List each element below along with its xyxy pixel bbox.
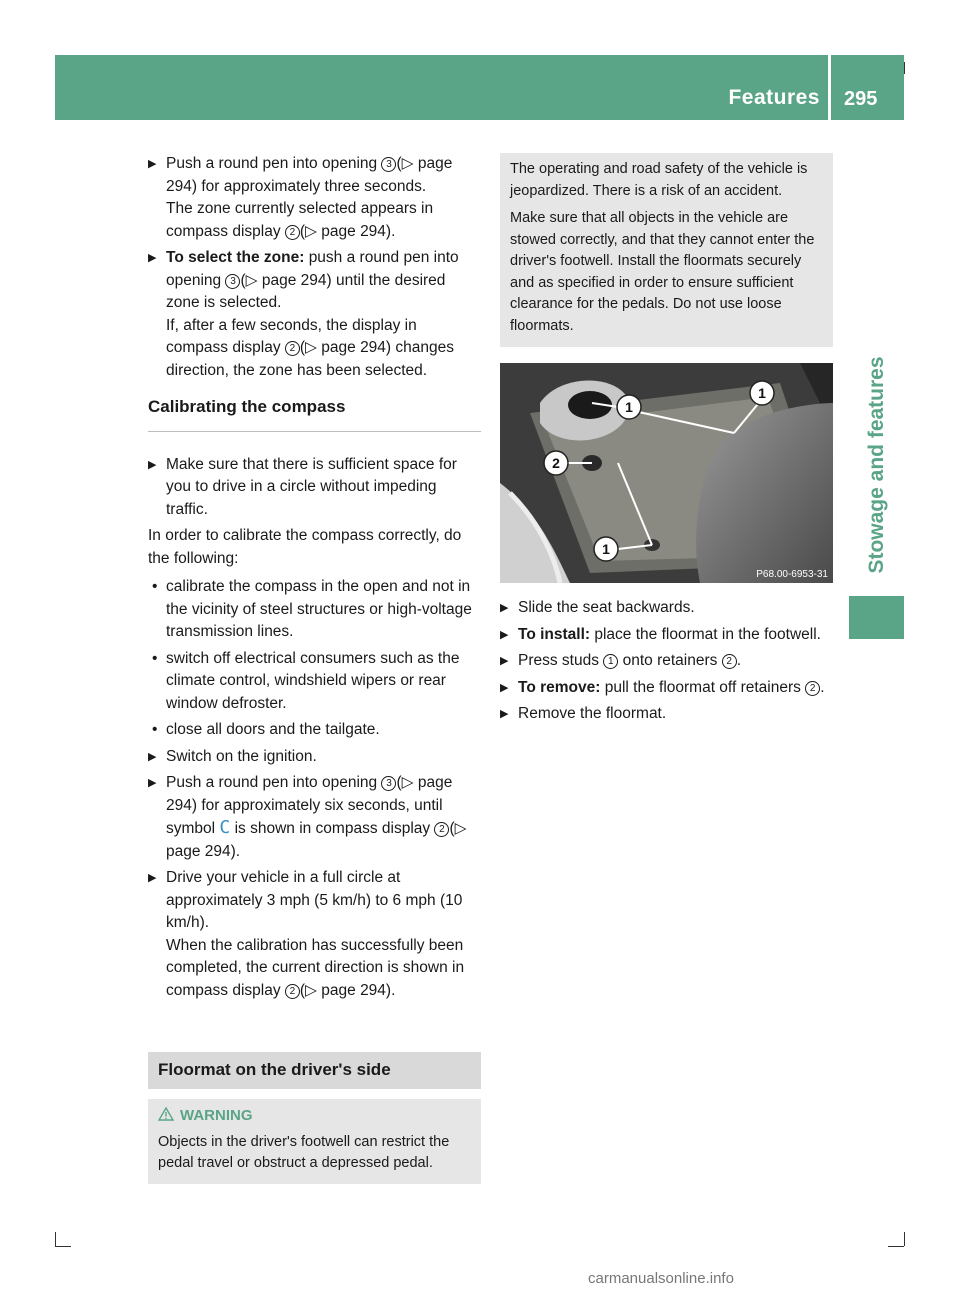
instruction-step: ▶ To select the zone: push a round pen into opening 3 (▷ page 294) until the desired zone is selected. If, after a few seconds, the display in compass display 2 (▷ page 294) changes direction, the zone has been selected. bbox=[148, 247, 481, 382]
reference-number: 2 bbox=[285, 341, 300, 356]
reference-number: 2 bbox=[285, 984, 300, 999]
instruction-step: ▶ Push a round pen into opening 3 (▷ page 294) for approximately six seconds, until symbol C is shown in compass display 2 (▷ page 294). bbox=[148, 772, 481, 863]
instruction-step: ▶ Drive your vehicle in a full circle at approximately 3 mph (5 km/h) to 6 mph (10 km/h). When the calibration has successfully been completed, the current direction is shown in compass display 2 (▷ page 294). bbox=[148, 867, 481, 1002]
floormat-illustration bbox=[500, 363, 833, 583]
floormat-photo bbox=[500, 363, 833, 583]
page-link[interactable]: (▷ page 294). bbox=[299, 981, 396, 999]
callout-1: 1 bbox=[758, 385, 766, 401]
instruction-step: ▶ Press studs 1 onto retainers 2 . bbox=[500, 650, 833, 673]
right-column bbox=[500, 153, 833, 730]
instruction-step: ▶ To install: place the floormat in the footwell. bbox=[500, 624, 833, 647]
warning-heading: WARNING bbox=[158, 1105, 471, 1126]
reference-number: 2 bbox=[285, 225, 300, 240]
safety-info-box bbox=[500, 153, 833, 347]
side-tab bbox=[857, 340, 897, 590]
crop-mark bbox=[904, 1232, 905, 1246]
callout-1: 1 bbox=[625, 399, 633, 415]
callout-2: 2 bbox=[552, 455, 560, 471]
side-tab-block bbox=[849, 596, 904, 639]
bullet-item: • calibrate the compass in the open and not in the vicinity of steel structures or high-voltage transmission lines. bbox=[148, 576, 481, 644]
bullet-item: • switch off electrical consumers such as the climate control, windshield wipers or rear window defroster. bbox=[148, 648, 481, 716]
reference-number: 2 bbox=[434, 822, 449, 837]
page-link[interactable]: (▷ page 294). bbox=[299, 222, 396, 240]
info-paragraph: The operating and road safety of the vehicle is jeopardized. There is a risk of an accident. bbox=[510, 161, 808, 199]
callout-1: 1 bbox=[602, 541, 610, 557]
section-heading: Calibrating the compass bbox=[148, 396, 481, 432]
instruction-step: ▶ Make sure that there is sufficient space for you to drive in a circle without impeding traffic. bbox=[148, 454, 481, 522]
reference-number: 2 bbox=[805, 681, 820, 696]
left-column bbox=[148, 153, 481, 1184]
section-heading-box: Floormat on the driver's side bbox=[148, 1052, 481, 1089]
reference-number: 3 bbox=[225, 274, 240, 289]
page-link[interactable]: (▷ page 294) changes direction, the zone has been selected. bbox=[166, 339, 454, 379]
instruction-step: ▶ Switch on the ignition. bbox=[148, 746, 481, 769]
reference-number: 3 bbox=[381, 776, 396, 791]
crop-mark bbox=[888, 1246, 904, 1247]
bullet-item: • close all doors and the tailgate. bbox=[148, 719, 481, 742]
warning-triangle-icon bbox=[158, 1107, 174, 1121]
instruction-step: ▶ Push a round pen into opening 3 (▷ page 294) for approximately three seconds. The zone currently selected appears in compass display 2 (▷ page 294). bbox=[148, 153, 481, 243]
page-link[interactable]: (▷ page 294) for approximately six seconds, until symbol bbox=[166, 774, 453, 837]
instruction-step: ▶ To remove: pull the floormat off retainers 2 . bbox=[500, 677, 833, 700]
instruction-step: ▶ Remove the floormat. bbox=[500, 703, 833, 726]
page-link[interactable]: (▷ page 294) for approximately three seconds. bbox=[166, 155, 453, 195]
crop-mark bbox=[55, 1232, 56, 1246]
section-title: Features bbox=[728, 86, 820, 109]
reference-number: 3 bbox=[381, 157, 396, 172]
side-tab-label: Stowage and features bbox=[865, 356, 888, 574]
page-number: 295 bbox=[844, 88, 878, 110]
warning-text: Objects in the driver's footwell can restrict the pedal travel or obstruct a depressed pedal. bbox=[158, 1133, 450, 1171]
paragraph: In order to calibrate the compass correctly, do the following: bbox=[148, 527, 462, 567]
header-divider bbox=[828, 55, 831, 120]
compass-symbol-icon: C bbox=[219, 817, 231, 838]
image-code: P68.00-6953-31 bbox=[756, 569, 828, 580]
crop-mark bbox=[55, 1246, 71, 1247]
warning-box bbox=[148, 1099, 481, 1184]
reference-number: 1 bbox=[603, 654, 618, 669]
page-link[interactable]: (▷ page 294). bbox=[166, 820, 467, 860]
page-link[interactable]: (▷ page 294) until the desired zone is selected. bbox=[166, 271, 446, 311]
crop-mark bbox=[904, 62, 905, 74]
instruction-step: ▶ Slide the seat backwards. bbox=[500, 597, 833, 620]
info-paragraph: Make sure that all objects in the vehicle are stowed correctly, and that they cannot enter the driver's footwell. Install the floormats securely and as specified in order to ensure sufficient clearance for the pedals. Do not use loose floormats. bbox=[510, 210, 815, 334]
watermark: carmanualsonline.info bbox=[588, 1270, 734, 1287]
reference-number: 2 bbox=[722, 654, 737, 669]
